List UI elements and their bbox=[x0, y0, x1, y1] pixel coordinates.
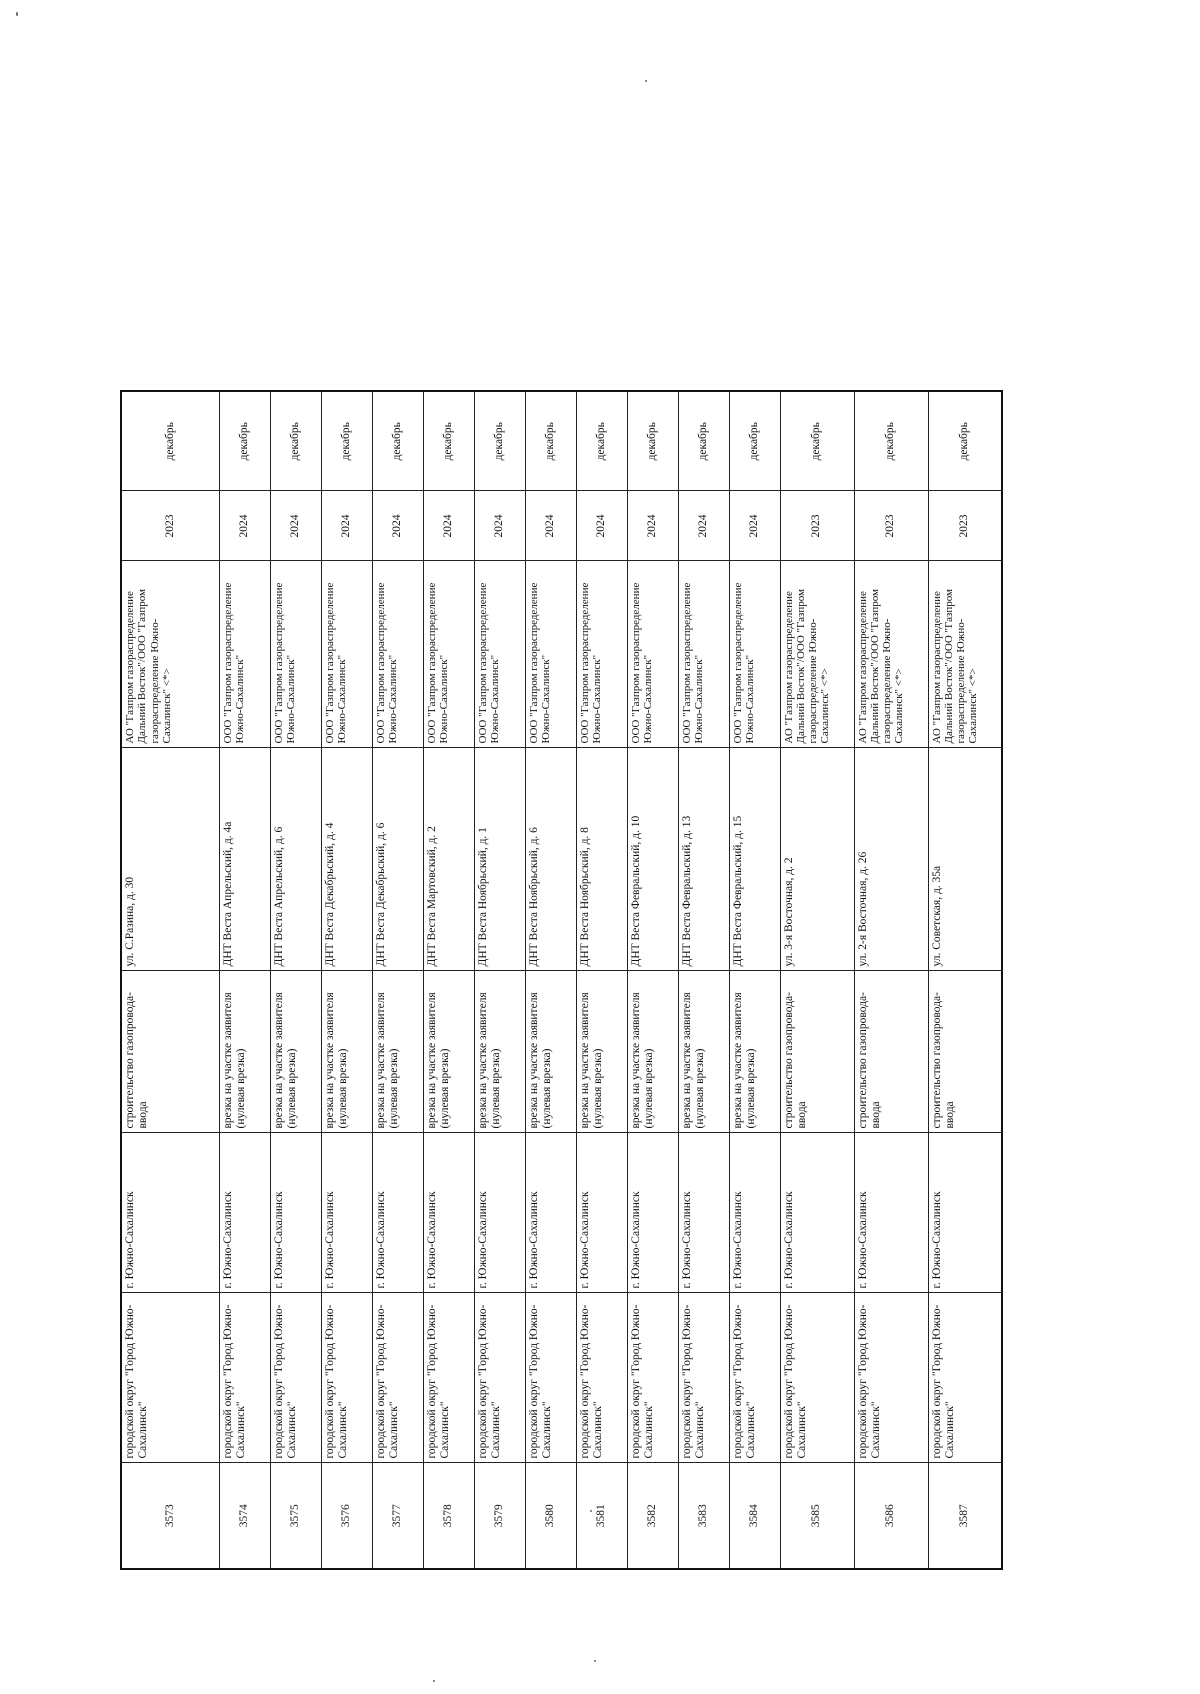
address-cell: ул. Советская, д. 35а bbox=[928, 748, 1002, 971]
month-cell: декабрь bbox=[121, 391, 219, 491]
month-cell: декабрь bbox=[928, 391, 1002, 491]
municipality-cell: городской округ "Город Южно-Сахалинск" bbox=[576, 1293, 627, 1463]
table-row bbox=[928, 391, 1002, 1569]
address-cell: ДНТ Веста Ноябрьский, д. 6 bbox=[525, 748, 576, 971]
organization-cell: АО "Газпром газораспределение Дальний Восток"/ООО "Газпром газораспределение Южно-Сахалинск" <*> bbox=[854, 561, 928, 748]
month-cell: декабрь bbox=[780, 391, 854, 491]
organization-cell: АО "Газпром газораспределение Дальний Восток"/ООО "Газпром газораспределение Южно-Сахалинск" <*> bbox=[928, 561, 1002, 748]
organization-cell: ООО "Газпром газораспределение Южно-Сахалинск" bbox=[372, 561, 423, 748]
locality-cell: г. Южно-Сахалинск bbox=[474, 1133, 525, 1293]
work-type-cell: строительство газопровода-ввода bbox=[854, 971, 928, 1133]
table-row bbox=[219, 391, 270, 1569]
organization-cell: ООО "Газпром газораспределение Южно-Сахалинск" bbox=[321, 561, 372, 748]
month-cell: декабрь bbox=[270, 391, 321, 491]
organization-cell: ООО "Газпром газораспределение Южно-Сахалинск" bbox=[219, 561, 270, 748]
scan-speck bbox=[590, 1510, 592, 1512]
organization-cell: ООО "Газпром газораспределение Южно-Сахалинск" bbox=[474, 561, 525, 748]
locality-cell: г. Южно-Сахалинск bbox=[121, 1133, 219, 1293]
scan-speck bbox=[594, 1660, 596, 1662]
year-cell: 2024 bbox=[525, 491, 576, 561]
work-type-cell: врезка на участке заявителя (нулевая врезка) bbox=[474, 971, 525, 1133]
organization-cell: АО "Газпром газораспределение Дальний Восток"/ООО "Газпром газораспределение Южно-Сахалинск" <*> bbox=[780, 561, 854, 748]
locality-cell: г. Южно-Сахалинск bbox=[678, 1133, 729, 1293]
scan-speck bbox=[16, 12, 18, 16]
month-cell: декабрь bbox=[627, 391, 678, 491]
work-type-cell: врезка на участке заявителя (нулевая врезка) bbox=[321, 971, 372, 1133]
year-cell: 2024 bbox=[576, 491, 627, 561]
table-row bbox=[474, 391, 525, 1569]
month-cell: декабрь bbox=[525, 391, 576, 491]
month-cell: декабрь bbox=[372, 391, 423, 491]
work-type-cell: врезка на участке заявителя (нулевая врезка) bbox=[627, 971, 678, 1133]
table-row bbox=[729, 391, 780, 1569]
locality-cell: г. Южно-Сахалинск bbox=[627, 1133, 678, 1293]
year-cell: 2024 bbox=[321, 491, 372, 561]
address-cell: ДНТ Веста Апрельский, д. 6 bbox=[270, 748, 321, 971]
row-number: 3585 bbox=[780, 1463, 854, 1569]
year-cell: 2024 bbox=[474, 491, 525, 561]
work-type-cell: врезка на участке заявителя (нулевая врезка) bbox=[219, 971, 270, 1133]
address-cell: ДНТ Веста Февральский, д. 15 bbox=[729, 748, 780, 971]
organization-cell: ООО "Газпром газораспределение Южно-Сахалинск" bbox=[729, 561, 780, 748]
work-type-cell: врезка на участке заявителя (нулевая врезка) bbox=[372, 971, 423, 1133]
locality-cell: г. Южно-Сахалинск bbox=[928, 1133, 1002, 1293]
organization-cell: ООО "Газпром газораспределение Южно-Сахалинск" bbox=[576, 561, 627, 748]
table-row bbox=[627, 391, 678, 1569]
row-number: 3578 bbox=[423, 1463, 474, 1569]
row-number: 3574 bbox=[219, 1463, 270, 1569]
table-row bbox=[321, 391, 372, 1569]
year-cell: 2024 bbox=[729, 491, 780, 561]
address-cell: ул. 2-я Восточная, д. 26 bbox=[854, 748, 928, 971]
municipality-cell: городской округ "Город Южно-Сахалинск" bbox=[423, 1293, 474, 1463]
month-cell: декабрь bbox=[729, 391, 780, 491]
month-cell: декабрь bbox=[321, 391, 372, 491]
work-type-cell: строительство газопровода-ввода bbox=[121, 971, 219, 1133]
locality-cell: г. Южно-Сахалинск bbox=[729, 1133, 780, 1293]
year-cell: 2024 bbox=[219, 491, 270, 561]
month-cell: декабрь bbox=[219, 391, 270, 491]
organization-cell: ООО "Газпром газораспределение Южно-Сахалинск" bbox=[270, 561, 321, 748]
row-number: 3573 bbox=[121, 1463, 219, 1569]
table-row bbox=[270, 391, 321, 1569]
address-cell: ДНТ Веста Ноябрьский, д. 8 bbox=[576, 748, 627, 971]
municipality-cell: городской округ "Город Южно-Сахалинск" bbox=[780, 1293, 854, 1463]
year-cell: 2024 bbox=[372, 491, 423, 561]
address-cell: ДНТ Веста Апрельский, д. 4а bbox=[219, 748, 270, 971]
address-cell: ДНТ Веста Декабрьский, д. 4 bbox=[321, 748, 372, 971]
row-number: 3582 bbox=[627, 1463, 678, 1569]
year-cell: 2024 bbox=[627, 491, 678, 561]
row-number: 3587 bbox=[928, 1463, 1002, 1569]
table-body bbox=[121, 391, 1002, 1569]
municipality-cell: городской округ "Город Южно-Сахалинск" bbox=[219, 1293, 270, 1463]
organization-cell: ООО "Газпром газораспределение Южно-Сахалинск" bbox=[423, 561, 474, 748]
municipality-cell: городской округ "Город Южно-Сахалинск" bbox=[729, 1293, 780, 1463]
scan-speck bbox=[433, 1680, 435, 1682]
work-type-cell: строительство газопровода-ввода bbox=[780, 971, 854, 1133]
table-row bbox=[525, 391, 576, 1569]
address-cell: ДНТ Веста Февральский, д. 10 bbox=[627, 748, 678, 971]
row-number: 3575 bbox=[270, 1463, 321, 1569]
locality-cell: г. Южно-Сахалинск bbox=[780, 1133, 854, 1293]
address-cell: ДНТ Веста Мартовский, д. 2 bbox=[423, 748, 474, 971]
row-number: 3580 bbox=[525, 1463, 576, 1569]
organization-cell: ООО "Газпром газораспределение Южно-Сахалинск" bbox=[627, 561, 678, 748]
address-cell: ДНТ Веста Ноябрьский, д. 1 bbox=[474, 748, 525, 971]
address-cell: ул. С.Разина, д. 30 bbox=[121, 748, 219, 971]
year-cell: 2023 bbox=[854, 491, 928, 561]
work-type-cell: врезка на участке заявителя (нулевая врезка) bbox=[729, 971, 780, 1133]
locality-cell: г. Южно-Сахалинск bbox=[219, 1133, 270, 1293]
table-row bbox=[576, 391, 627, 1569]
municipality-cell: городской округ "Город Южно-Сахалинск" bbox=[474, 1293, 525, 1463]
work-type-cell: врезка на участке заявителя (нулевая врезка) bbox=[576, 971, 627, 1133]
locality-cell: г. Южно-Сахалинск bbox=[321, 1133, 372, 1293]
table-row bbox=[854, 391, 928, 1569]
year-cell: 2023 bbox=[780, 491, 854, 561]
year-cell: 2024 bbox=[678, 491, 729, 561]
organization-cell: АО "Газпром газораспределение Дальний Восток"/ООО "Газпром газораспределение Южно-Сахалинск" <*> bbox=[121, 561, 219, 748]
row-number: 3576 bbox=[321, 1463, 372, 1569]
month-cell: декабрь bbox=[576, 391, 627, 491]
municipality-cell: городской округ "Город Южно-Сахалинск" bbox=[627, 1293, 678, 1463]
scan-speck bbox=[645, 80, 647, 82]
work-type-cell: врезка на участке заявителя (нулевая врезка) bbox=[525, 971, 576, 1133]
locality-cell: г. Южно-Сахалинск bbox=[270, 1133, 321, 1293]
locality-cell: г. Южно-Сахалинск bbox=[576, 1133, 627, 1293]
year-cell: 2024 bbox=[423, 491, 474, 561]
year-cell: 2023 bbox=[928, 491, 1002, 561]
organization-cell: ООО "Газпром газораспределение Южно-Сахалинск" bbox=[525, 561, 576, 748]
rotated-table-container bbox=[120, 392, 1076, 1570]
row-number: 3586 bbox=[854, 1463, 928, 1569]
organization-cell: ООО "Газпром газораспределение Южно-Сахалинск" bbox=[678, 561, 729, 748]
table-row bbox=[780, 391, 854, 1569]
work-type-cell: строительство газопровода-ввода bbox=[928, 971, 1002, 1133]
table-row bbox=[678, 391, 729, 1569]
row-number: 3581 bbox=[576, 1463, 627, 1569]
row-number: 3579 bbox=[474, 1463, 525, 1569]
work-type-cell: врезка на участке заявителя (нулевая врезка) bbox=[678, 971, 729, 1133]
row-number: 3577 bbox=[372, 1463, 423, 1569]
municipality-cell: городской округ "Город Южно-Сахалинск" bbox=[270, 1293, 321, 1463]
month-cell: декабрь bbox=[474, 391, 525, 491]
address-cell: ДНТ Веста Декабрьский, д. 6 bbox=[372, 748, 423, 971]
address-cell: ул. 3-я Восточная, д. 2 bbox=[780, 748, 854, 971]
locality-cell: г. Южно-Сахалинск bbox=[423, 1133, 474, 1293]
municipality-cell: городской округ "Город Южно-Сахалинск" bbox=[928, 1293, 1002, 1463]
table-row bbox=[372, 391, 423, 1569]
locality-cell: г. Южно-Сахалинск bbox=[525, 1133, 576, 1293]
municipality-cell: городской округ "Город Южно-Сахалинск" bbox=[854, 1293, 928, 1463]
year-cell: 2024 bbox=[270, 491, 321, 561]
locality-cell: г. Южно-Сахалинск bbox=[372, 1133, 423, 1293]
municipality-cell: городской округ "Город Южно-Сахалинск" bbox=[321, 1293, 372, 1463]
row-number: 3584 bbox=[729, 1463, 780, 1569]
municipality-cell: городской округ "Город Южно-Сахалинск" bbox=[525, 1293, 576, 1463]
municipality-cell: городской округ "Город Южно-Сахалинск" bbox=[121, 1293, 219, 1463]
work-type-cell: врезка на участке заявителя (нулевая врезка) bbox=[270, 971, 321, 1133]
month-cell: декабрь bbox=[678, 391, 729, 491]
table-row bbox=[121, 391, 219, 1569]
locality-cell: г. Южно-Сахалинск bbox=[854, 1133, 928, 1293]
table-row bbox=[423, 391, 474, 1569]
month-cell: декабрь bbox=[423, 391, 474, 491]
municipality-cell: городской округ "Город Южно-Сахалинск" bbox=[678, 1293, 729, 1463]
row-number: 3583 bbox=[678, 1463, 729, 1569]
year-cell: 2023 bbox=[121, 491, 219, 561]
month-cell: декабрь bbox=[854, 391, 928, 491]
gasification-schedule-table bbox=[120, 390, 1003, 1570]
address-cell: ДНТ Веста Февральский, д. 13 bbox=[678, 748, 729, 971]
work-type-cell: врезка на участке заявителя (нулевая врезка) bbox=[423, 971, 474, 1133]
municipality-cell: городской округ "Город Южно-Сахалинск" bbox=[372, 1293, 423, 1463]
